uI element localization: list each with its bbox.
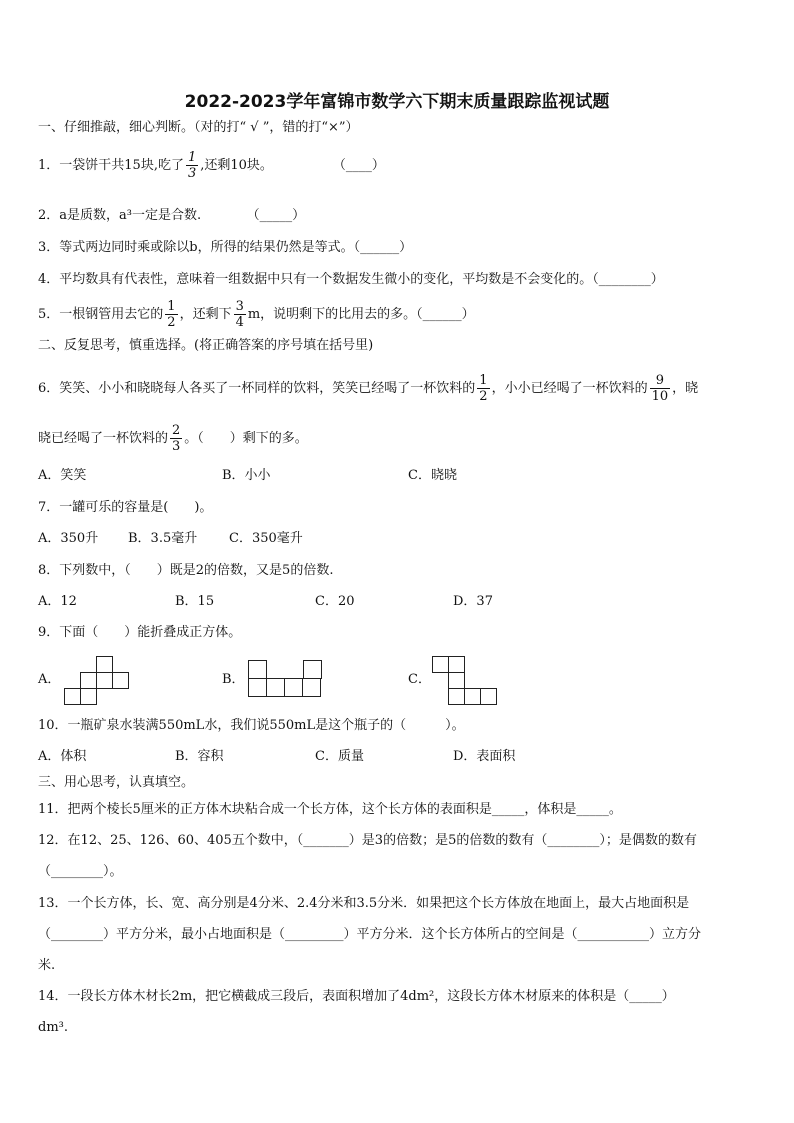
q6-text-d: 晓已经喝了一杯饮料的 — [38, 431, 169, 446]
question-5 — [38, 298, 475, 332]
question-9: 9．下面（ ）能折叠成正方体。 — [38, 625, 242, 640]
section-2-heading: 二、反复思考，慎重选择。(将正确答案的序号填在括号里) — [38, 338, 374, 353]
question-4: 4．平均数具有代表性，意味着一组数据中只有一个数据发生微小的变化，平均数是不会变化的。（________） — [38, 272, 664, 287]
q9-option-a[interactable]: A． — [38, 672, 61, 687]
q5-fraction-2 — [234, 299, 246, 330]
question-7: 7．一罐可乐的容量是( )。 — [38, 500, 213, 515]
q5-text-b: ，还剩下 — [179, 307, 232, 322]
question-13-line-3: 米. — [38, 958, 56, 973]
question-12-line-1: 12．在12、25、126、60、405五个数中，（_______）是3的倍数；是5的倍数的数有（________）；是偶数的数有 — [38, 833, 697, 848]
question-1 — [38, 150, 385, 181]
q10-option-a[interactable]: A．体积 — [38, 749, 87, 764]
q5-text-a: 5．一根钢管用去它的 — [38, 307, 164, 322]
question-14-line-1: 14．一段长方体木材长2m，把它横截成三段后，表面积增加了4dm²，这段长方体木材原来的体积是（_____） — [38, 989, 675, 1004]
question-8: 8．下列数中，（ ）既是2的倍数，又是5的倍数. — [38, 563, 334, 578]
question-11: 11．把两个棱长5厘米的正方体木块粘合成一个长方体，这个长方体的表面积是_____，体积是_____。 — [38, 802, 622, 817]
q6-denominator-3: 3 — [172, 439, 181, 454]
q7-option-b[interactable]: B．3.5毫升 — [128, 531, 198, 546]
question-2: 2．a是质数，a³一定是合数. （_____） — [38, 208, 306, 223]
q6-numerator-1: 1 — [479, 373, 488, 388]
q9-option-c[interactable]: C． — [408, 672, 431, 687]
section-1-heading: 一、仔细推敲，细心判断。（对的打“ √ ”，错的打“×”） — [38, 120, 359, 135]
q6-text-c: ，晓 — [672, 381, 699, 396]
q1-text-b: ,还剩10块。 — [200, 158, 273, 173]
q6-numerator-2: 9 — [650, 373, 671, 389]
question-6-line-2 — [38, 420, 308, 458]
q6-denominator-2: 10 — [651, 389, 669, 404]
question-12-line-2: （________）。 — [38, 864, 123, 879]
q10-option-b[interactable]: B．容积 — [175, 749, 224, 764]
q5-numerator-1: 1 — [167, 299, 176, 314]
q8-option-c[interactable]: C．20 — [315, 594, 355, 609]
q6-text-e: 。（ ）剩下的多。 — [184, 431, 308, 446]
q6-option-a[interactable]: A．笑笑 — [38, 468, 87, 483]
question-13-line-1: 13．一个长方体，长、宽、高分别是4分米、2.4分米和3.5分米．如果把这个长方体放在地面上，最大占地面积是 — [38, 896, 690, 911]
q5-denominator-2: 4 — [235, 315, 244, 330]
q8-option-d[interactable]: D．37 — [453, 594, 493, 609]
page-title: 2022-2023学年富锦市数学六下期末质量跟踪监视试题 — [184, 92, 610, 112]
question-14-line-2: dm³. — [38, 1020, 68, 1035]
q6-option-c[interactable]: C．晓晓 — [408, 468, 457, 483]
q6-fraction-1 — [477, 373, 489, 404]
q1-numerator: 1 — [187, 150, 197, 165]
q6-denominator-1: 2 — [479, 389, 488, 404]
q7-option-a[interactable]: A．350升 — [38, 531, 99, 546]
q6-text-a: 6．笑笑、小小和晓晓每人各买了一杯同样的饮料，笑笑已经喝了一杯饮料的 — [38, 381, 476, 396]
q6-numerator-3: 2 — [172, 423, 181, 438]
q1-fraction — [186, 150, 198, 181]
q5-text-c: m，说明剩下的比用去的多。（______） — [247, 307, 475, 322]
q6-fraction-3 — [170, 423, 182, 454]
q10-option-d[interactable]: D．表面积 — [453, 749, 516, 764]
question-10: 10．一瓶矿泉水装满550mL水，我们说550mL是这个瓶子的（ ）。 — [38, 718, 465, 733]
q1-text-a: 1．一袋饼干共15块,吃了 — [38, 158, 184, 173]
q8-option-a[interactable]: A．12 — [38, 594, 77, 609]
question-13-line-2: （________）平方分米，最小占地面积是（_________）平方分米．这个长方体所占的空间是（___________）立方分 — [38, 927, 702, 942]
question-6-line-1 — [38, 370, 698, 408]
q8-option-b[interactable]: B．15 — [175, 594, 215, 609]
question-3: 3．等式两边同时乘或除以b，所得的结果仍然是等式。（______） — [38, 240, 413, 255]
q6-text-b: ，小小已经喝了一杯饮料的 — [491, 381, 648, 396]
q5-denominator-1: 2 — [167, 315, 176, 330]
q10-option-c[interactable]: C．质量 — [315, 749, 364, 764]
q9-option-b[interactable]: B． — [222, 672, 245, 687]
q5-numerator-2: 3 — [235, 299, 244, 314]
q5-fraction-1 — [165, 299, 177, 330]
q7-option-c[interactable]: C．350毫升 — [229, 531, 303, 546]
q1-answer-blank[interactable]: （____） — [332, 158, 385, 173]
q6-fraction-2 — [650, 373, 671, 404]
q1-denominator: 3 — [187, 166, 197, 181]
q6-option-b[interactable]: B．小小 — [222, 468, 271, 483]
section-3-heading: 三、用心思考，认真填空。 — [38, 775, 195, 790]
